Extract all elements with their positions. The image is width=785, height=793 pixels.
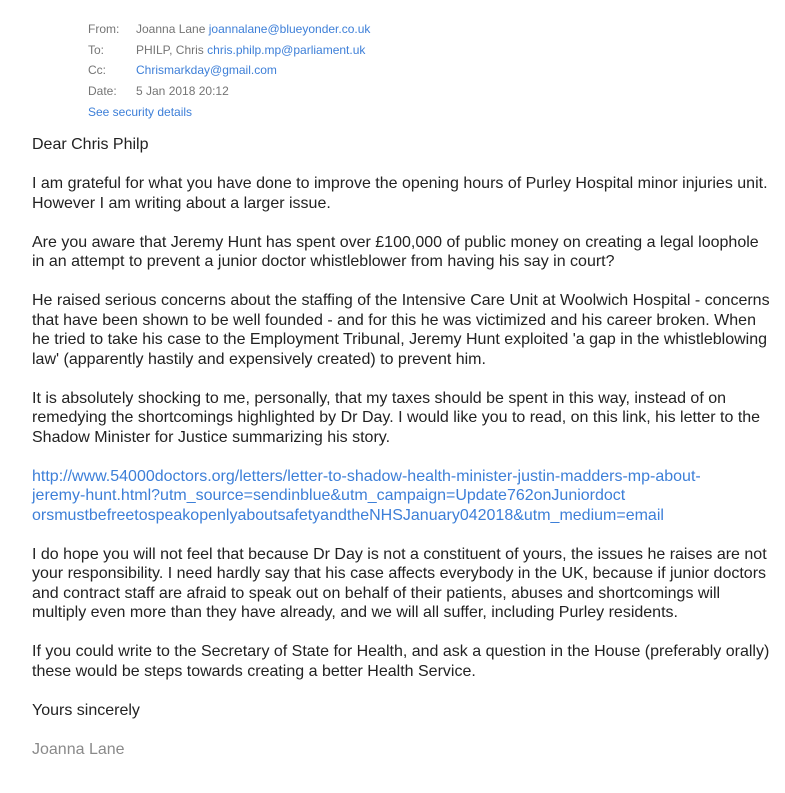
email-body [32,135,772,779]
letter-link[interactable] [32,467,772,526]
paragraph: He raised serious concerns about the staffing of the Intensive Care Unit at Woolwich Hospital - concerns that have been shown to be well founded - and for this he was victimized and his career broken. When he tried to take his case to the Employment Tribunal, Jeremy Hunt exploited 'a gap in the whistleblowing law' (apparently hastily and expensively created) to prevent him. [32,292,770,368]
from-name: Joanna Lane [136,22,206,36]
paragraph: I am grateful for what you have done to improve the opening hours of Purley Hospital minor injuries unit. However I am writing about a larger issue. [32,175,768,212]
greeting: Dear Chris Philp [32,136,149,153]
see-security-details-link[interactable]: See security details [88,104,193,119]
letter-link-line[interactable]: jeremy-hunt.html?utm_source=sendinblue&utm_campaign=Update762onJuniordoct [32,487,626,504]
to-label: To: [88,42,105,57]
signature: Joanna Lane [32,740,125,758]
cc-email-link[interactable]: Chrismarkday@gmail.com [136,63,277,78]
paragraph: I do hope you will not feel that because Dr Day is not a constituent of yours, the issues he raises are not your responsibility. I need hardly say that his case affects everybody in the UK, because if junior doctors and contract staff are afraid to speak out on behalf of their patients, abuses and shortcomings will multiply even more than they have already, and we will all suffer, including Purley residents. [32,545,767,621]
to-row [88,40,370,61]
to-email-link[interactable]: chris.philp.mp@parliament.uk [207,42,366,57]
cc-label: Cc: [88,63,106,78]
security-row [88,102,370,123]
cc-row [88,60,370,81]
letter-link-line[interactable]: http://www.54000doctors.org/letters/letter-to-shadow-health-minister-justin-madders-mp-about- [32,467,701,485]
from-email-link[interactable]: joannalane@blueyonder.co.uk [208,22,371,36]
paragraph: Are you aware that Jeremy Hunt has spent over £100,000 of public money on creating a legal loophole in an attempt to prevent a junior doctor whistleblower from having his say in court? [32,233,759,270]
email-header [88,19,370,122]
to-name: PHILP, Chris [136,42,204,57]
from-label: From: [88,22,120,36]
date-row [88,81,370,102]
from-row [88,19,370,40]
date-value: 5 Jan 2018 20:12 [136,84,229,99]
paragraph: If you could write to the Secretary of State for Health, and ask a question in the House (preferably orally) these would be steps towards creating a better Health Service. [32,643,770,680]
paragraph: It is absolutely shocking to me, personally, that my taxes should be spent in this way, instead of on remedying the shortcomings highlighted by Dr Day. I would like you to read, on this link, his letter to the Shadow Minister for Justice summarizing his story. [32,389,761,446]
date-label: Date: [88,84,117,99]
letter-link-line[interactable]: orsmustbefreetospeakopenlyaboutsafetyandtheNHSJanuary042018&utm_medium=email [32,506,664,524]
closing: Yours sincerely [32,701,140,719]
